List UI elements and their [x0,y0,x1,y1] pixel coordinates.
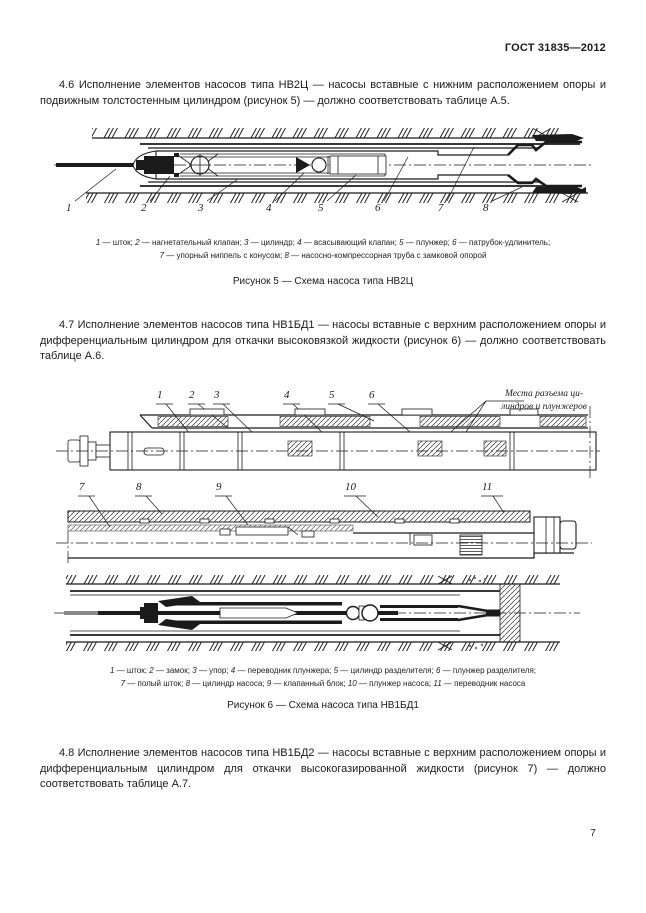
figure5-diagram [40,127,606,227]
figure6-callout-4: 4 [284,389,290,401]
well-wall-top [66,575,560,584]
figure6-callout-2: 2 [189,389,195,401]
well-wall-bottom [66,642,560,651]
annotation-line2: линдров и плунжеров [501,401,587,412]
paragraph-4-7: 4.7 Исполнение элементов насосов типа НВ1БД1 — насосы вставные с верхним расположением опоры и дифференциальным цилиндром для откачки высоковязкой жидкости (рисунок 6) — должно соответствовать таблице А.6. [40,319,606,362]
thread-section [460,535,482,555]
thrust-nipple-lock [508,134,584,194]
figure5-callout-2: 2 [141,202,147,214]
annotation-line1: Места разъема ци- [504,389,584,399]
pump-adapter-part [534,517,576,553]
well-wall-bottom [86,187,588,203]
page-header: ГОСТ 31835—2012 [504,42,606,54]
valve-block [347,605,379,621]
figure6-bottom-drawing [40,575,606,657]
figure5-callout-8: 8 [483,202,489,214]
figure6-callout-7: 7 [79,481,85,493]
pump-cylinder-part [68,511,530,531]
figure6-middle-drawing [40,481,606,575]
figure6-callout-9: 9 [216,481,222,493]
figure5-callout-1: 1 [66,202,72,214]
paragraph-4-6: 4.6 Исполнение элементов насосов типа НВ2Ц — насосы вставные с нижним расположением опоры и подвижным толстостенным цилиндром (рисунок 5) — должно соответствовать таблице А.5. [40,79,606,107]
figure5-callout-4: 4 [266,202,272,214]
suction-valve [296,156,328,174]
figure6-diagram-bottom [40,575,606,657]
figure6-legend-row2: 7 — полый шток; 8 — цилиндр насоса; 9 — клапанный блок; 10 — плунжер насоса; 11 — переводник насоса [120,679,526,688]
figure6-caption: Рисунок 6 — Схема насоса типа НВ1БД1 [227,700,419,711]
figure5-legend-row1: 1 — шток; 2 — нагнетательный клапан; 3 — цилиндр; 4 — всасывающий клапан; 5 — плунжер; 6 — патрубок-удлинитель; [95,238,551,247]
figure5-callout-5: 5 [318,202,324,214]
document-page [40,0,606,913]
figure5-legend-row2: 7 — упорный ниппель с конусом; 8 — насосно-компрессорная труба с замковой опорой [159,251,487,260]
page-number: 7 [590,828,596,839]
figure6-legend-row1: 1 — шток; 2 — замок; 3 — упор; 4 — переводник плунжера; 5 — цилиндр разделителя; 6 — плунжер разделителя; [109,666,537,675]
figure6-diagram-top [40,388,606,481]
well-wall-top [92,128,564,138]
paragraph-4-8: 4.8 Исполнение элементов насосов типа НВ1БД2 — насосы вставные с верхним расположением опоры и дифференциальным цилиндром для откачки высокогазированной жидкости (рисунок 7) — должно соответствовать таблице А.7. [40,747,606,790]
figure6-callout-1: 1 [157,389,163,401]
figure6-callout-8: 8 [136,481,142,493]
hollow-rod-gap [220,608,298,618]
figure5-callout-3: 3 [198,202,204,214]
figure6-callout-3: 3 [214,389,220,401]
pump-tube-body [68,527,574,565]
figure5-callout-6: 6 [375,202,381,214]
figure6-callout-6: 6 [369,389,375,401]
figure6-callout-5: 5 [329,389,335,401]
figure6-callout-11: 11 [482,481,493,493]
figure5-caption: Рисунок 5 — Схема насоса типа НВ2Ц [232,276,414,287]
figure6-diagram-middle [40,481,606,575]
figure5-callout-7: 7 [438,202,444,214]
figure6-callout-10: 10 [345,481,356,493]
figure6-annotation [482,388,606,413]
plunger-part [330,156,386,174]
